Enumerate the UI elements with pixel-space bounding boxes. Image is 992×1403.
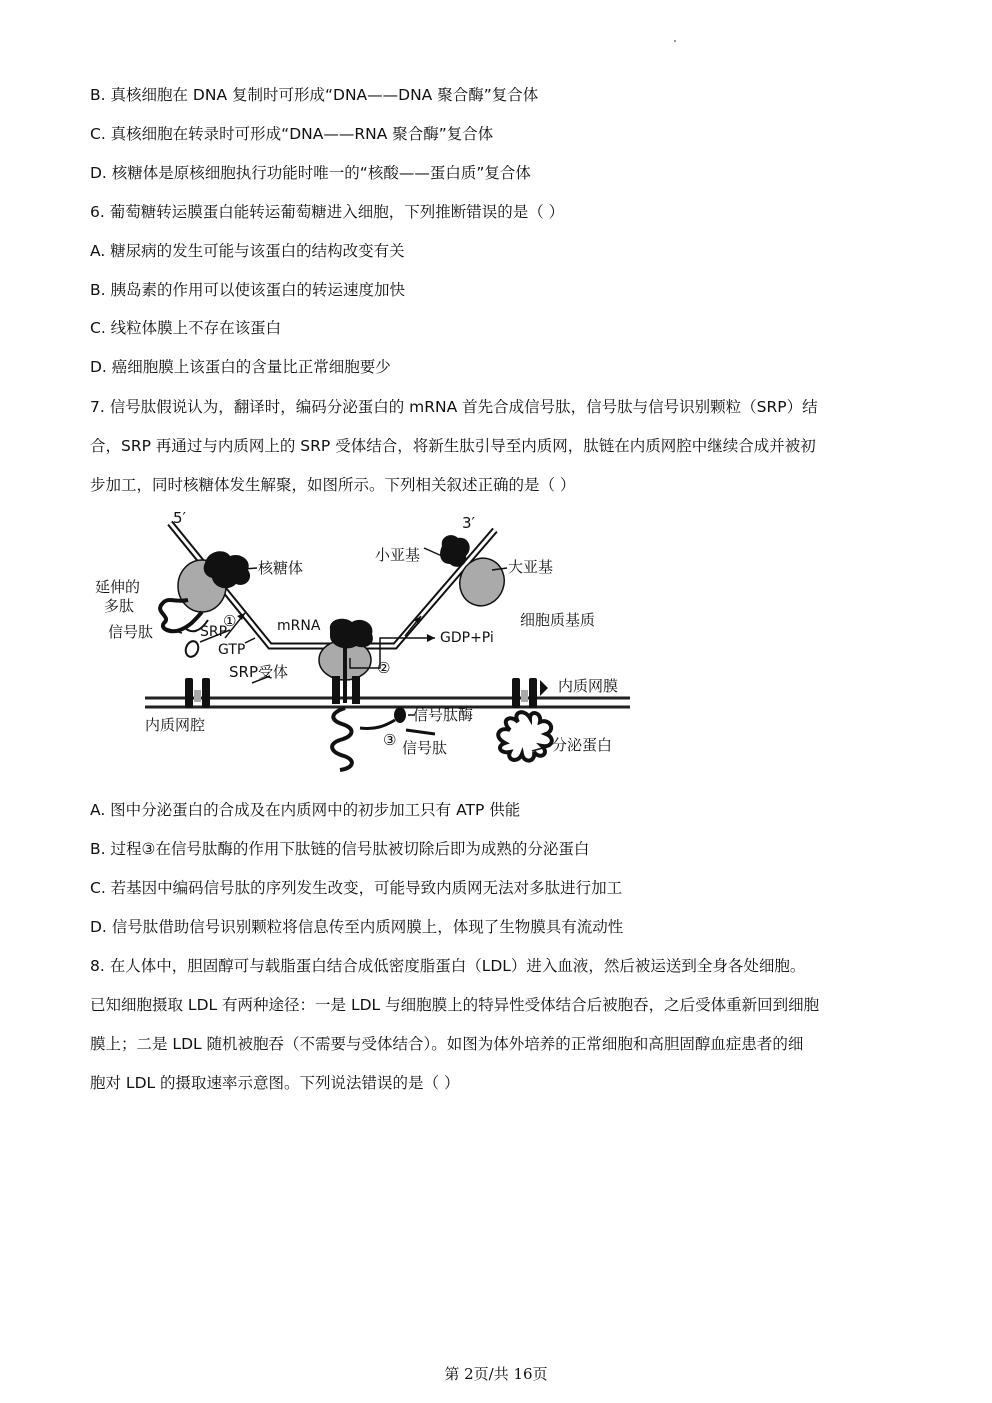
label-cytosol: 细胞质基质 bbox=[520, 611, 596, 629]
label-3-prime: 3′ bbox=[462, 514, 475, 532]
label-er-membrane: 内质网膜 bbox=[558, 677, 619, 695]
signal-peptide-diagram bbox=[90, 508, 635, 790]
question-8-line-1: 8. 在人体中，胆固醇可与载脂蛋白结合成低密度脂蛋白（LDL）进入血液，然后被运送到全身各处细胞。 bbox=[90, 957, 806, 975]
label-elongating: 延伸的 bbox=[95, 578, 141, 596]
label-srp-receptor: SRP受体 bbox=[229, 663, 288, 681]
label-ribosome: 核糖体 bbox=[258, 559, 304, 577]
docked-ribosome bbox=[319, 619, 373, 704]
option-5c: C. 真核细胞在转录时可形成“DNA——RNA 聚合酶”复合体 bbox=[90, 125, 494, 143]
option-5d: D. 核糖体是原核细胞执行功能时唯一的“核酸——蛋白质”复合体 bbox=[90, 164, 531, 182]
option-5b: B. 真核细胞在 DNA 复制时可形成“DNA——DNA 聚合酶”复合体 bbox=[90, 86, 539, 104]
option-7a: A. 图中分泌蛋白的合成及在内质网中的初步加工只有 ATP 供能 bbox=[90, 801, 521, 819]
label-signal-peptide-cleaved: 信号肽 bbox=[402, 739, 448, 757]
option-7b: B. 过程③在信号肽酶的作用下肽链的信号肽被切除后即为成熟的分泌蛋白 bbox=[90, 840, 590, 858]
nascent-chain-coil bbox=[332, 708, 352, 770]
option-7c: C. 若基因中编码信号肽的序列发生改变，可能导致内质网无法对多肽进行加工 bbox=[90, 879, 623, 897]
label-gtp: GTP bbox=[218, 642, 246, 658]
question-8-line-4: 胞对 LDL 的摄取速率示意图。下列说法错误的是（ ） bbox=[90, 1074, 460, 1092]
label-small-subunit: 小亚基 bbox=[375, 546, 421, 564]
cleaved-signal-peptide bbox=[406, 730, 435, 734]
question-6: 6. 葡萄糖转运膜蛋白能转运葡萄糖进入细胞，下列推断错误的是（ ） bbox=[90, 203, 565, 221]
srp-receptor-right bbox=[512, 678, 548, 708]
option-6d: D. 癌细胞膜上该蛋白的含量比正常细胞要少 bbox=[90, 358, 391, 376]
srp-receptor-left bbox=[185, 678, 210, 708]
question-8-line-2: 已知细胞摄取 LDL 有两种途径：一是 LDL 与细胞膜上的特异性受体结合后被胞吞，之后受体重新回到细胞 bbox=[90, 996, 820, 1014]
option-6c: C. 线粒体膜上不存在该蛋白 bbox=[90, 319, 282, 337]
label-polypeptide: 多肽 bbox=[104, 597, 135, 615]
label-signal-peptidase: 信号肽酶 bbox=[413, 706, 474, 724]
secretory-protein-coil bbox=[498, 712, 552, 760]
page-footer: 第 2页/共 16页 bbox=[444, 1365, 548, 1383]
option-6a: A. 糖尿病的发生可能与该蛋白的结构改变有关 bbox=[90, 242, 405, 260]
label-gdp-pi: GDP+Pi bbox=[440, 630, 494, 646]
signal-peptidase-shape bbox=[394, 707, 406, 723]
srp-particle bbox=[184, 639, 201, 658]
label-srp: SRP bbox=[200, 624, 228, 640]
label-large-subunit: 大亚基 bbox=[508, 558, 554, 576]
label-mrna: mRNA bbox=[277, 618, 321, 634]
label-signal-peptide: 信号肽 bbox=[108, 623, 154, 641]
question-7-line-2: 合，SRP 再通过与内质网上的 SRP 受体结合，将新生肽引导至内质网，肽链在内质网腔中继续合成并被初 bbox=[90, 437, 816, 455]
nascent-chain-tail bbox=[360, 720, 395, 729]
label-er-lumen: 内质网腔 bbox=[145, 716, 206, 734]
question-7-line-1: 7. 信号肽假说认为，翻译时，编码分泌蛋白的 mRNA 首先合成信号肽，信号肽与信号识别颗粒（SRP）结 bbox=[90, 398, 818, 416]
option-6b: B. 胰岛素的作用可以使该蛋白的转运速度加快 bbox=[90, 281, 405, 299]
label-5-prime: 5′ bbox=[173, 509, 186, 527]
scan-dot bbox=[674, 40, 676, 42]
label-step-3: ③ bbox=[383, 731, 397, 749]
label-secretory-protein: 分泌蛋白 bbox=[552, 736, 613, 754]
question-8-line-3: 膜上；二是 LDL 随机被胞吞（不需要与受体结合）。如图为体外培养的正常细胞和高胆固醇血症患者的细 bbox=[90, 1035, 804, 1053]
label-step-2: ② bbox=[377, 659, 391, 677]
question-7-line-3: 步加工，同时核糖体发生解聚，如图所示。下列相关叙述正确的是（ ） bbox=[90, 476, 576, 494]
ribosome-subunits-released bbox=[440, 535, 511, 612]
option-7d: D. 信号肽借助信号识别颗粒将信息传至内质网膜上，体现了生物膜具有流动性 bbox=[90, 918, 624, 936]
label-step-1: ① bbox=[223, 612, 237, 630]
